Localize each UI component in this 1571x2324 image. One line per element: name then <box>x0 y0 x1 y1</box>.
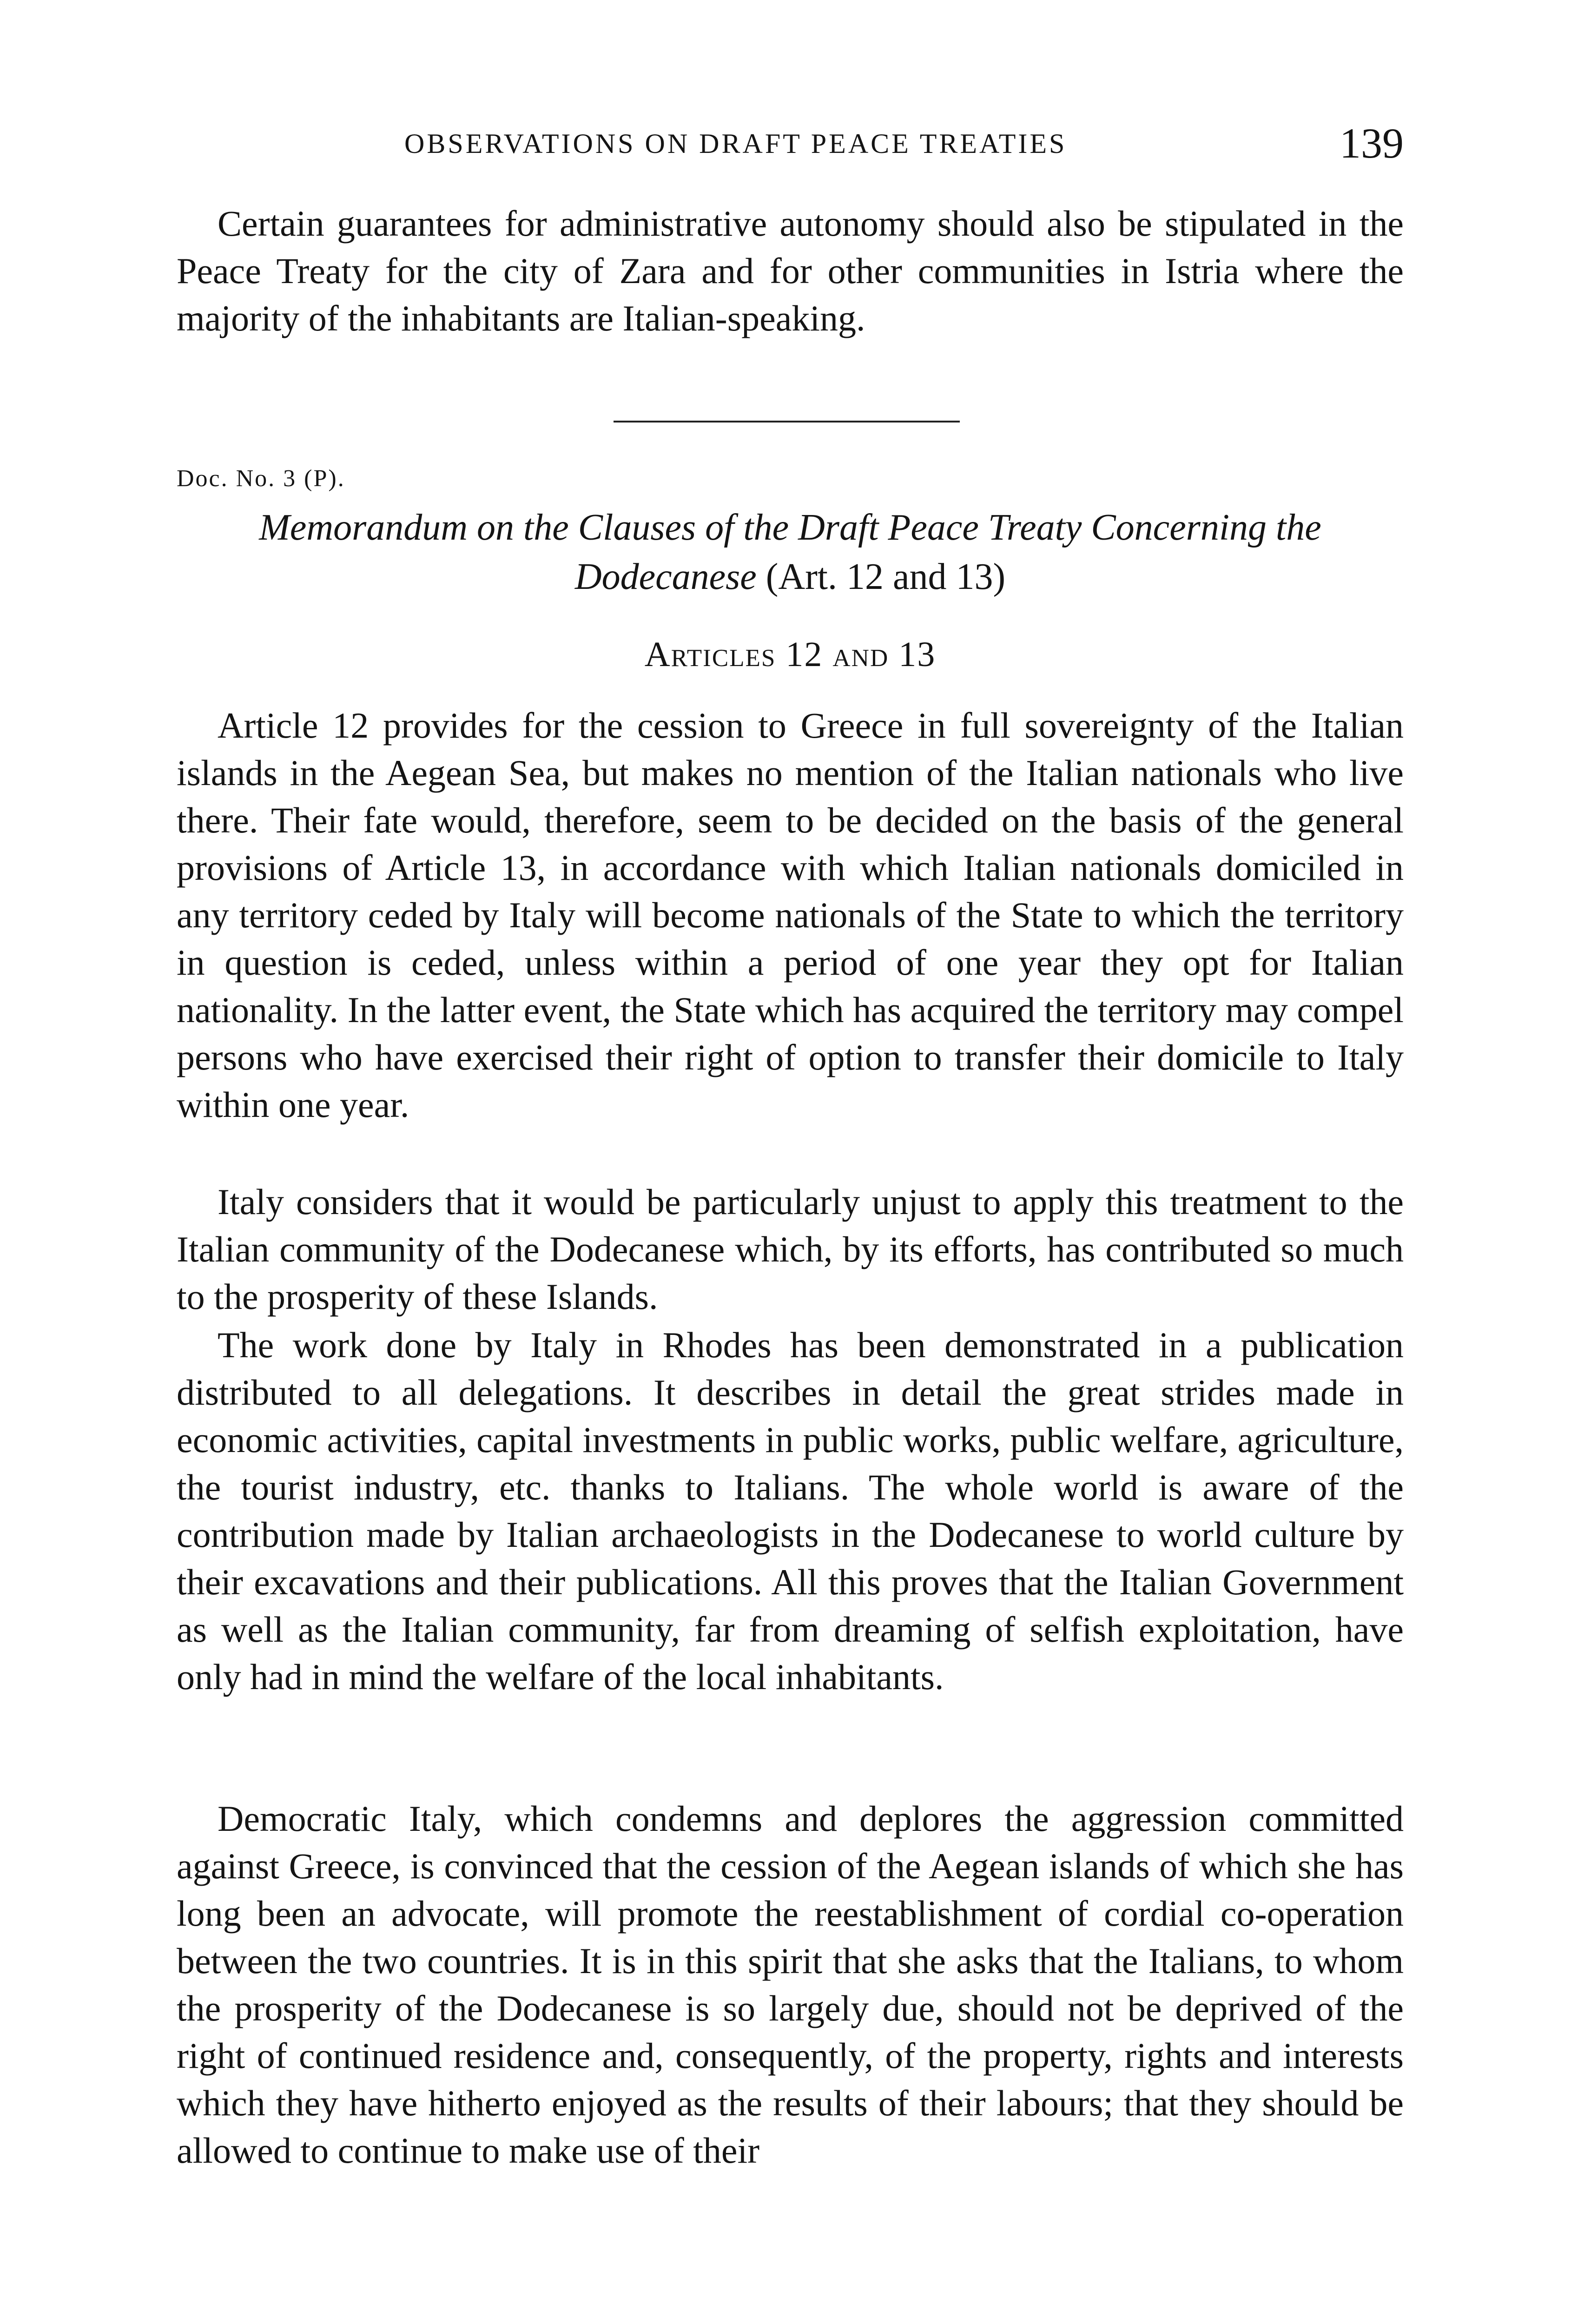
body-paragraph: Article 12 provides for the cession to Greece in full sovereignty of the Italian islands in the Aegean Sea, but makes no mention of the Italian nationals who live there. Their fate would, therefore, seem to be decided on the basis of the general provisions of Article 13, in accordance with which Italian nationals domiciled in any territory ceded by Italy will become nationals of the State to which the territory in question is ceded, unless within a period of one year they opt for Italian nationality. In the latter event, the State which has acquired the territory may compel persons who have exercised their right of option to transfer their domicile to Italy within one year. <box>177 705 1404 1125</box>
doc-number: Doc. No. 3 (P). <box>177 465 345 492</box>
running-head <box>177 119 1404 174</box>
memo-title-roman: (Art. 12 and 13) <box>766 556 1006 597</box>
intro-paragraph: Certain guarantees for administrative autonomy should also be stipulated in the Peace Treaty for the city of Zara and for other communities in Istria where the majority of the inhabitants are Italian-speaking. <box>177 203 1404 338</box>
running-title: OBSERVATIONS ON DRAFT PEACE TREATIES <box>404 128 1067 159</box>
section-divider <box>614 421 960 423</box>
articles-heading: Articles 12 and 13 <box>644 635 936 674</box>
memo-title-italic: Memorandum on the Clauses of the Draft Peace Treaty Concerning the Dodecanese <box>259 507 1321 597</box>
body-paragraph: The work done by Italy in Rhodes has been demonstrated in a publication distributed to all delegations. It describes in detail the great strides made in economic activities, capital investments in public works, public welfare, agriculture, the tourist industry, etc. thanks to Italians. The whole world is aware of the contribution made by Italian archaeologists in the Dodecanese to world culture by their excavations and their publications. All this proves that the Italian Government as well as the Italian community, far from dreaming of selfish exploitation, have only had in mind the welfare of the local inhabitants. <box>177 1325 1404 1697</box>
memo-title <box>177 503 1404 601</box>
page-number: 139 <box>1340 119 1404 167</box>
body-paragraph: Italy considers that it would be particularly unjust to apply this treatment to the Italian community of the Dodecanese which, by its efforts, has contributed so much to the prosperity of these Islands. <box>177 1182 1404 1317</box>
body-paragraph: Democratic Italy, which condemns and deplores the aggression committed against Greece, is convinced that the cession of the Aegean islands of which she has long been an advocate, will promote the reestablishment of cordial co-operation between the two countries. It is in this spirit that she asks that the Italians, to whom the prosperity of the Dodecanese is so largely due, should not be deprived of the right of continued residence and, consequently, of the property, rights and interests which they have hitherto enjoyed as the results of their labours; that they should be allowed to continue to make use of their <box>177 1798 1404 2171</box>
